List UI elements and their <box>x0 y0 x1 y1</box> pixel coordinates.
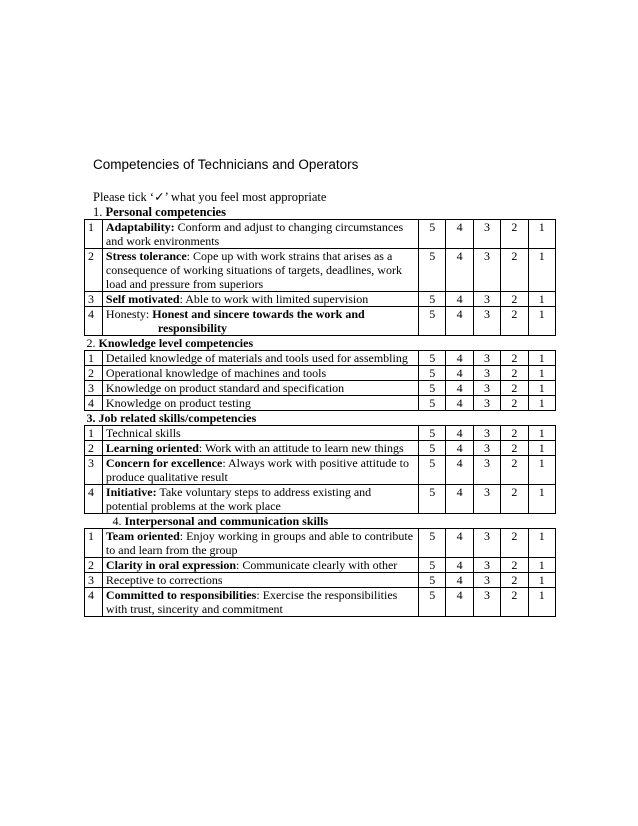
score-option-4[interactable]: 4 <box>446 351 473 366</box>
item-bold-label: Learning oriented <box>105 441 199 455</box>
item-description <box>102 426 418 441</box>
table-row <box>85 396 556 411</box>
table-row <box>85 366 556 381</box>
item-text: : Cope up with work strains that arises as a consequence of working situations of targets, deadlines, work load and pressure from superiors <box>105 249 402 291</box>
score-option-2[interactable]: 2 <box>501 351 528 366</box>
item-bold-text: responsibility <box>157 321 228 335</box>
score-option-2[interactable]: 2 <box>501 456 528 485</box>
table-row <box>85 485 556 514</box>
item-text: : Enjoy working in groups and able to contribute to and learn from the group <box>105 529 414 557</box>
score-option-4[interactable]: 4 <box>446 588 473 617</box>
item-lead: Honesty: <box>105 307 153 321</box>
score-option-4[interactable]: 4 <box>446 485 473 514</box>
item-text: Operational knowledge of machines and tools <box>105 366 327 380</box>
score-option-2[interactable]: 2 <box>501 249 528 292</box>
score-option-1[interactable]: 1 <box>528 441 555 456</box>
table-row <box>85 456 556 485</box>
score-option-5[interactable]: 5 <box>419 381 446 396</box>
score-option-1[interactable]: 1 <box>528 588 555 617</box>
item-number: 3 <box>85 292 103 307</box>
score-option-1[interactable]: 1 <box>528 307 555 336</box>
score-option-5[interactable]: 5 <box>419 588 446 617</box>
page-title: Competencies of Technicians and Operators <box>93 157 359 172</box>
item-description <box>102 220 418 249</box>
score-option-5[interactable]: 5 <box>419 396 446 411</box>
instruction-text: Please tick ‘✓’ what you feel most appropriate <box>93 190 327 204</box>
score-option-1[interactable]: 1 <box>528 249 555 292</box>
item-text: Technical skills <box>105 426 181 440</box>
score-option-4[interactable]: 4 <box>446 381 473 396</box>
item-number: 4 <box>85 396 103 411</box>
item-text: : Always work with positive attitude to produce qualitative result <box>105 456 409 484</box>
table-row <box>85 558 556 573</box>
score-option-4[interactable]: 4 <box>446 456 473 485</box>
table-row <box>85 351 556 366</box>
score-option-5[interactable]: 5 <box>419 456 446 485</box>
score-option-4[interactable]: 4 <box>446 249 473 292</box>
item-bold-label: Initiative: <box>105 485 157 499</box>
item-number: 2 <box>85 441 103 456</box>
score-option-3[interactable]: 3 <box>473 292 500 307</box>
score-option-2[interactable]: 2 <box>501 307 528 336</box>
score-option-2[interactable]: 2 <box>501 220 528 249</box>
section-heading-3: 3. Job related skills/competencies <box>85 411 556 426</box>
table-row <box>85 292 556 307</box>
item-text: Take voluntary steps to address existing and potential problems at the work place <box>105 485 372 513</box>
item-number: 3 <box>85 573 103 588</box>
item-description <box>102 351 418 366</box>
item-text: Knowledge on product standard and specification <box>105 381 345 395</box>
item-number: 2 <box>85 366 103 381</box>
table-row <box>85 307 556 336</box>
score-option-5[interactable]: 5 <box>419 292 446 307</box>
score-option-3[interactable]: 3 <box>473 366 500 381</box>
score-option-3[interactable]: 3 <box>473 456 500 485</box>
table-row <box>85 573 556 588</box>
item-bold-label: Self motivated <box>105 292 180 306</box>
item-text: Detailed knowledge of materials and tools used for assembling <box>105 351 408 365</box>
score-option-3[interactable]: 3 <box>473 573 500 588</box>
item-description <box>102 456 418 485</box>
score-option-1[interactable]: 1 <box>528 366 555 381</box>
score-option-2[interactable]: 2 <box>501 441 528 456</box>
item-number: 2 <box>85 558 103 573</box>
item-text: Knowledge on product testing <box>105 396 251 410</box>
score-option-2[interactable]: 2 <box>501 573 528 588</box>
score-option-3[interactable]: 3 <box>473 351 500 366</box>
score-option-5[interactable]: 5 <box>419 366 446 381</box>
item-number: 1 <box>85 351 103 366</box>
score-option-4[interactable]: 4 <box>446 307 473 336</box>
table-row <box>85 588 556 617</box>
score-option-5[interactable]: 5 <box>419 220 446 249</box>
score-option-1[interactable]: 1 <box>528 396 555 411</box>
item-description <box>102 485 418 514</box>
score-option-1[interactable]: 1 <box>528 351 555 366</box>
score-option-4[interactable]: 4 <box>446 220 473 249</box>
item-number: 3 <box>85 381 103 396</box>
item-number: 1 <box>85 220 103 249</box>
score-option-5[interactable]: 5 <box>419 351 446 366</box>
item-number: 4 <box>85 307 103 336</box>
item-number: 2 <box>85 249 103 292</box>
score-option-2[interactable]: 2 <box>501 588 528 617</box>
table-row <box>85 220 556 249</box>
score-option-4[interactable]: 4 <box>446 292 473 307</box>
score-option-2[interactable]: 2 <box>501 426 528 441</box>
score-option-1[interactable]: 1 <box>528 292 555 307</box>
score-option-2[interactable]: 2 <box>501 366 528 381</box>
section-heading-row <box>85 514 556 529</box>
score-option-4[interactable]: 4 <box>446 529 473 558</box>
score-option-5[interactable]: 5 <box>419 307 446 336</box>
score-option-5[interactable]: 5 <box>419 485 446 514</box>
score-option-3[interactable]: 3 <box>473 529 500 558</box>
item-description <box>102 441 418 456</box>
score-option-2[interactable]: 2 <box>501 529 528 558</box>
section-heading-4: 4. Interpersonal and communication skills <box>85 514 556 529</box>
item-text: : Communicate clearly with other <box>236 558 398 572</box>
table-row <box>85 381 556 396</box>
item-description <box>102 307 418 336</box>
item-text: Receptive to corrections <box>105 573 223 587</box>
score-option-2[interactable]: 2 <box>501 396 528 411</box>
item-bold-label: Committed to responsibilities <box>105 588 257 602</box>
table-row <box>85 249 556 292</box>
score-option-2[interactable]: 2 <box>501 485 528 514</box>
score-option-5[interactable]: 5 <box>419 249 446 292</box>
table-row <box>85 441 556 456</box>
score-option-3[interactable]: 3 <box>473 426 500 441</box>
item-description <box>102 529 418 558</box>
score-option-1[interactable]: 1 <box>528 220 555 249</box>
item-description <box>102 249 418 292</box>
score-option-4[interactable]: 4 <box>446 573 473 588</box>
item-description <box>102 558 418 573</box>
competency-table <box>84 219 556 617</box>
score-option-3[interactable]: 3 <box>473 588 500 617</box>
item-number: 3 <box>85 456 103 485</box>
score-option-5[interactable]: 5 <box>419 441 446 456</box>
item-bold-label: Concern for excellence <box>105 456 223 470</box>
item-text: : Exercise the responsibilities with trust, sincerity and commitment <box>105 588 398 616</box>
score-option-5[interactable]: 5 <box>419 558 446 573</box>
item-bold-label: Adaptability: <box>105 220 175 234</box>
score-option-5[interactable]: 5 <box>419 426 446 441</box>
score-option-4[interactable]: 4 <box>446 366 473 381</box>
item-number: 4 <box>85 485 103 514</box>
item-number: 1 <box>85 426 103 441</box>
item-text: Conform and adjust to changing circumstances and work environments <box>105 220 404 248</box>
score-option-3[interactable]: 3 <box>473 381 500 396</box>
score-option-2[interactable]: 2 <box>501 381 528 396</box>
score-option-5[interactable]: 5 <box>419 529 446 558</box>
item-description <box>102 396 418 411</box>
score-option-3[interactable]: 3 <box>473 441 500 456</box>
item-description <box>102 381 418 396</box>
item-number: 1 <box>85 529 103 558</box>
item-bold-text: Honest and sincere towards the work and <box>152 307 365 321</box>
item-description <box>102 573 418 588</box>
score-option-1[interactable]: 1 <box>528 426 555 441</box>
score-option-3[interactable]: 3 <box>473 485 500 514</box>
score-option-4[interactable]: 4 <box>446 426 473 441</box>
item-description <box>102 366 418 381</box>
item-text: : Able to work with limited supervision <box>179 292 369 306</box>
score-option-1[interactable]: 1 <box>528 529 555 558</box>
section-heading-row <box>85 411 556 426</box>
score-option-1[interactable]: 1 <box>528 485 555 514</box>
score-option-4[interactable]: 4 <box>446 441 473 456</box>
table-row <box>85 426 556 441</box>
score-option-3[interactable]: 3 <box>473 558 500 573</box>
section-heading-row <box>85 336 556 351</box>
score-option-2[interactable]: 2 <box>501 292 528 307</box>
score-option-3[interactable]: 3 <box>473 220 500 249</box>
score-option-2[interactable]: 2 <box>501 558 528 573</box>
score-option-3[interactable]: 3 <box>473 307 500 336</box>
item-number: 4 <box>85 588 103 617</box>
score-option-5[interactable]: 5 <box>419 573 446 588</box>
item-text: : Work with an attitude to learn new things <box>198 441 404 455</box>
score-option-3[interactable]: 3 <box>473 396 500 411</box>
score-option-3[interactable]: 3 <box>473 249 500 292</box>
score-option-1[interactable]: 1 <box>528 381 555 396</box>
table-row <box>85 529 556 558</box>
score-option-4[interactable]: 4 <box>446 396 473 411</box>
item-bold-label: Clarity in oral expression <box>105 558 237 572</box>
score-option-1[interactable]: 1 <box>528 558 555 573</box>
score-option-4[interactable]: 4 <box>446 558 473 573</box>
item-description <box>102 292 418 307</box>
item-bold-label: Stress tolerance <box>105 249 187 263</box>
item-description <box>102 588 418 617</box>
section-heading-2: 2. Knowledge level competencies <box>85 336 556 351</box>
section-heading-1: 1. Personal competencies <box>93 205 226 219</box>
score-option-1[interactable]: 1 <box>528 456 555 485</box>
score-option-1[interactable]: 1 <box>528 573 555 588</box>
item-bold-label: Team oriented <box>105 529 180 543</box>
